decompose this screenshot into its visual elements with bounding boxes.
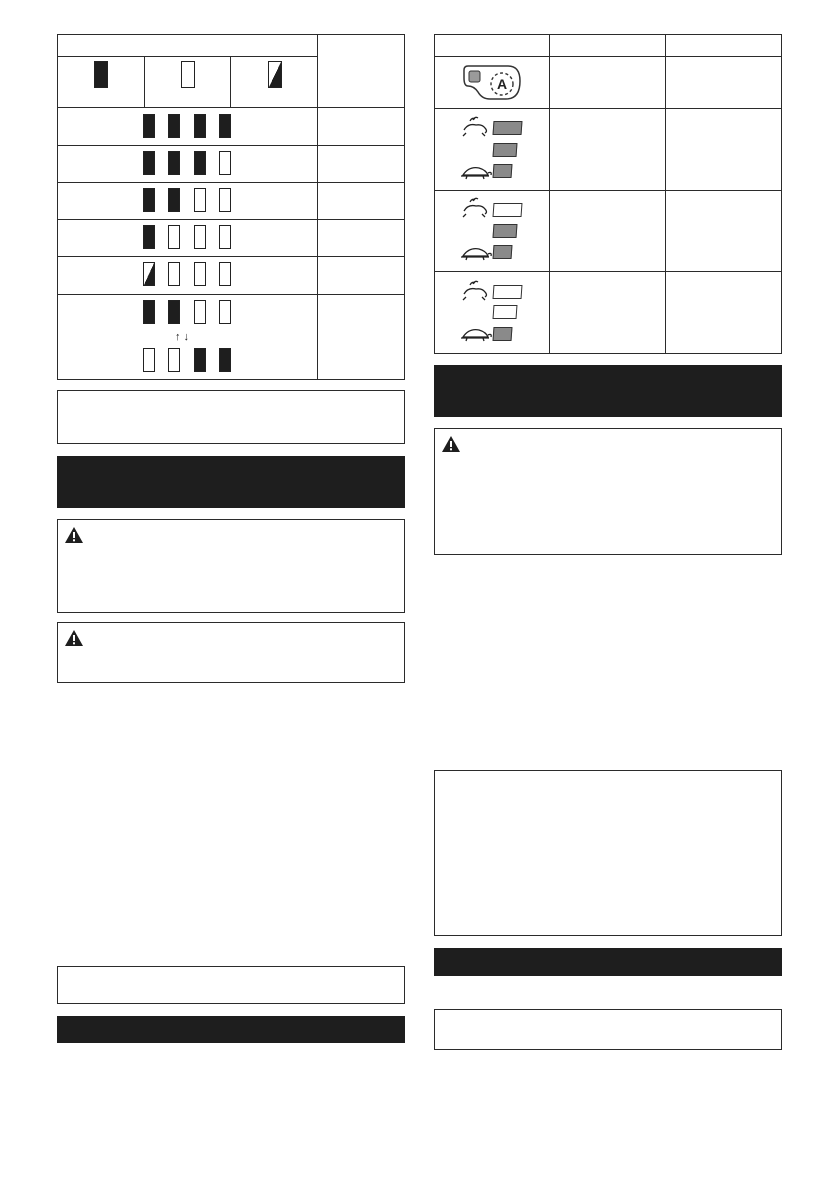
off-indicator-icon <box>181 61 195 88</box>
speed-indicator-icon <box>493 164 513 178</box>
table-divider <box>434 271 782 272</box>
indicator-lamp-icon <box>194 188 206 212</box>
indicator-lamp-icon <box>168 151 180 175</box>
indicator-lamp-icon <box>143 348 155 372</box>
table-divider <box>57 56 317 57</box>
blinking-indicator-icon <box>268 61 282 88</box>
note-box <box>57 390 405 444</box>
speed-indicator-icon <box>493 327 513 341</box>
note-box <box>434 1009 782 1050</box>
lit-indicator-icon <box>94 61 108 88</box>
indicator-lamp-icon <box>168 225 180 249</box>
svg-text:A: A <box>496 76 508 92</box>
rabbit-icon <box>460 280 490 302</box>
note-box <box>57 966 405 1004</box>
section-header-bar <box>57 1016 405 1043</box>
speed-indicator-icon <box>493 285 523 299</box>
speed-indicator-icon <box>493 203 523 217</box>
indicator-lamp-icon <box>194 300 206 324</box>
indicator-lamp-icon <box>194 348 206 372</box>
indicator-lamp-icon <box>219 188 231 212</box>
indicator-lamp-icon <box>168 188 180 212</box>
warning-triangle-icon <box>64 629 84 647</box>
table-divider <box>434 190 782 191</box>
rabbit-icon <box>460 197 490 219</box>
indicator-lamp-icon <box>219 151 231 175</box>
table-divider <box>230 56 231 107</box>
table-divider <box>57 107 405 108</box>
table-divider <box>144 56 145 107</box>
warning-box <box>434 428 782 555</box>
warning-box <box>57 519 405 613</box>
table-divider <box>57 182 405 183</box>
indicator-lamp-icon <box>168 262 180 286</box>
note-box <box>434 770 782 936</box>
indicator-lamp-icon <box>219 262 231 286</box>
warning-triangle-icon <box>64 526 84 544</box>
table-divider <box>317 34 318 380</box>
alternating-arrows: ↑ ↓ <box>175 331 190 343</box>
section-header-bar <box>57 456 405 508</box>
speed-indicator-icon <box>493 224 518 238</box>
table-divider <box>549 34 550 354</box>
indicator-lamp-icon <box>219 114 231 138</box>
speed-indicator-icon <box>493 305 518 319</box>
speed-indicator-icon <box>493 143 518 157</box>
table-divider <box>57 294 405 295</box>
indicator-lamp-icon <box>194 151 206 175</box>
table-divider <box>434 108 782 109</box>
battery-indicator-table <box>57 34 405 380</box>
rabbit-icon <box>460 116 490 138</box>
indicator-lamp-icon <box>168 114 180 138</box>
indicator-lamp-icon <box>219 225 231 249</box>
table-divider <box>57 219 405 220</box>
indicator-lamp-icon <box>219 348 231 372</box>
indicator-lamp-icon <box>143 262 155 286</box>
indicator-lamp-icon <box>194 262 206 286</box>
turtle-icon <box>459 325 493 343</box>
section-header-bar <box>434 948 782 976</box>
indicator-lamp-icon <box>194 225 206 249</box>
indicator-lamp-icon <box>143 114 155 138</box>
indicator-lamp-icon <box>143 225 155 249</box>
warning-triangle-icon <box>441 435 461 453</box>
warning-box <box>57 622 405 683</box>
table-divider <box>434 56 782 57</box>
turtle-icon <box>459 244 493 262</box>
indicator-lamp-icon <box>219 300 231 324</box>
indicator-lamp-icon <box>143 300 155 324</box>
table-divider <box>665 34 666 354</box>
indicator-lamp-icon <box>168 300 180 324</box>
auto-mode-button-icon <box>462 64 522 102</box>
speed-indicator-icon <box>493 121 523 135</box>
turtle-icon <box>459 163 493 181</box>
speed-indicator-icon <box>493 245 513 259</box>
section-header-bar <box>434 365 782 417</box>
indicator-lamp-icon <box>143 188 155 212</box>
table-divider <box>57 256 405 257</box>
table-divider <box>57 145 405 146</box>
indicator-lamp-icon <box>168 348 180 372</box>
indicator-lamp-icon <box>194 114 206 138</box>
indicator-lamp-icon <box>143 151 155 175</box>
